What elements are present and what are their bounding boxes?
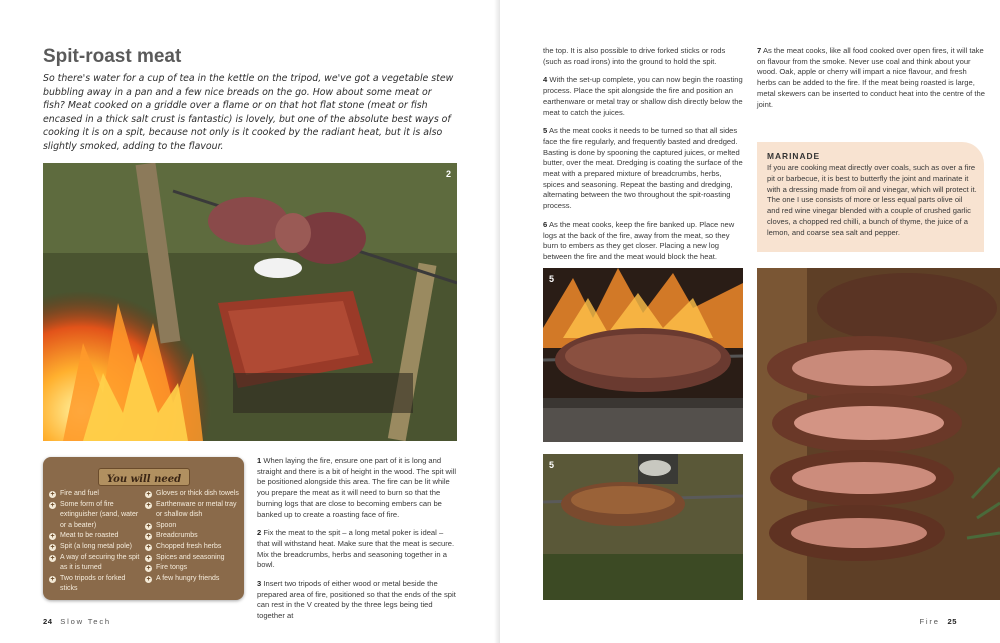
photo-number: 2	[445, 169, 451, 179]
steps-column-right-2	[757, 46, 985, 118]
list-item: + Fire and fuel	[50, 490, 99, 498]
spit-roast-illustration	[43, 163, 457, 441]
sliced-roast-illustration	[757, 268, 1000, 600]
page-number: 24	[43, 617, 53, 626]
step-1: 1 When laying the fire, ensure one part of it is long and straight and there is a bit of height in the wood. The spit will be positioned alongside this area. The fire can be lit while you prepare the meat as it will need to burn so that the burning logs that are close to becoming embers can be banked up to create a roasting face of fire.	[257, 456, 457, 519]
list-item: + Earthenware or metal tray or shallow dish	[146, 500, 237, 519]
list-item: + A few hungry friends	[146, 574, 220, 583]
you-will-need-heading: You will need	[106, 474, 182, 485]
step-6: 6 As the meat cooks, keep the fire banked up. Place new logs at the back of the fire, away from the meat, so they burn to embers as they get closer. Placing a new log between the fire and the meat would block the heat.	[543, 219, 735, 261]
plus-icon: +	[146, 565, 151, 573]
plus-icon: +	[146, 575, 151, 583]
list-item: + Breadcrumbs	[146, 532, 198, 541]
basting-meat-illustration	[543, 454, 743, 600]
list-item: + Spoon	[146, 521, 177, 530]
page-title: Spit-roast meat	[43, 46, 182, 67]
step-4: 4 With the set-up complete, you can now begin the roasting process. Place the spit alongside the fire and position an earthenware or metal tray or shallow dish directly below the meat to catch the juices.	[543, 75, 743, 117]
plus-icon: +	[50, 554, 55, 562]
step-2: 2 Fix the meat to the spit – a long metal poker is ideal – that will withstand heat. Make sure that the meat is secure. Mix the breadcrumbs, herbs and seasoning together in a bowl.	[257, 528, 455, 570]
photo-number: 5	[549, 274, 555, 284]
meat-over-fire-illustration	[543, 268, 743, 442]
plus-icon: +	[146, 491, 151, 498]
list-item: + A way of securing the spit as it is turned	[50, 553, 140, 572]
you-will-need-plaque	[98, 468, 190, 486]
photo-meat-over-fire	[543, 268, 743, 442]
plus-icon: +	[146, 554, 151, 562]
steps-column-right-1	[543, 46, 743, 271]
marinade-text: If you are cooking meat directly over coals, such as over a fire pit or barbecue, it is best to butterfly the joint and marinate it with a dressing made from oil and vinegar, which will protect it. The one I use consists of more or less equal parts olive oil and red wine vinegar blended with a couple of crushed garlic cloves, a chopped red chilli, a bunch of thyme, the juice of a lemon, and coarse sea salt and pepper.	[767, 163, 977, 237]
photo-number: 5	[549, 460, 555, 470]
list-item: + Some form of fire extinguisher (sand, water or a beater)	[50, 500, 139, 529]
photo-sliced-roast	[757, 268, 1000, 600]
plus-icon: +	[146, 501, 151, 509]
need-list-col2	[145, 489, 239, 584]
section-name: Fire	[919, 617, 940, 626]
plus-icon: +	[50, 575, 55, 583]
plus-icon: +	[146, 533, 151, 541]
plus-icon: +	[50, 543, 55, 551]
need-list-col1	[49, 489, 141, 595]
plus-icon: +	[50, 501, 55, 509]
marinade-box	[757, 142, 984, 252]
list-item: + Spit (a long metal pole)	[50, 542, 132, 551]
list-item: + Fire tongs	[146, 564, 188, 573]
footer-right	[919, 617, 957, 626]
step-5: 5 As the meat cooks it needs to be turned so that all sides face the fire regularly, and frequently basted and dredged. Basting is done by spooning the captured juices, or melted butter, over the meat. Dredging is coating the surface of the meat with a prepared mixture of breadcrumbs, herbs, spices and seasoning. Repeat the basting and dredging, alternating between the two throughout the spit-roasting process.	[543, 126, 743, 211]
list-item: + Spices and seasoning	[146, 553, 225, 562]
plus-icon: +	[50, 533, 55, 541]
footer-left	[43, 617, 111, 626]
page-number: 25	[947, 617, 957, 626]
marinade-heading: MARINADE	[767, 151, 821, 161]
section-name: Slow Tech	[60, 617, 111, 626]
list-item: + Two tripods or forked sticks	[50, 574, 126, 593]
steps-column-left	[257, 456, 457, 630]
right-page	[500, 0, 1000, 643]
step-3-continued: the top. It is also possible to drive forked sticks or rods (such as road irons) into the ground to hold the spit.	[543, 46, 726, 66]
step-7: 7 As the meat cooks, like all food cooked over open fires, it will take on flavour from the smoke. Never use coal and think about your wood. Oak, apple or cherry will impart a nice flavour, and fresh herbs can be added to the fire. If the meat being roasted is large, metal skewers can be inserted to conduct heat into the centre of the joint.	[757, 46, 985, 109]
list-item: + Meat to be roasted	[50, 532, 119, 541]
photo-spit-roast-setup	[43, 163, 457, 441]
list-item: + Chopped fresh herbs	[146, 542, 222, 551]
list-item: + Gloves or thick dish towels	[146, 490, 239, 498]
plus-icon: +	[146, 543, 151, 551]
you-will-need-box	[43, 457, 244, 600]
photo-basting-meat	[543, 454, 743, 600]
step-3: 3 Insert two tripods of either wood or metal beside the prepared area of fire, positioned so that the ends of the spit can rest in the V created by the three legs being tied together at	[257, 579, 456, 621]
plus-icon: +	[50, 491, 55, 498]
plus-icon: +	[146, 522, 151, 530]
intro-text: So there's water for a cup of tea in the kettle on the tripod, we've got a vegetable stew bubbling away in a pan and a few nice breads on the go. How about some meat or fish? Meat cooked on a griddle over a flame or on that hot flat stone (meat or fish encased in a thick salt crust is fantastic) is lovely, but one of the absolute best ways of cooking it is on a spit, because not only is it cooked by the radiant heat, but it is also slightly smoked, adding to the flavour.	[43, 73, 454, 152]
